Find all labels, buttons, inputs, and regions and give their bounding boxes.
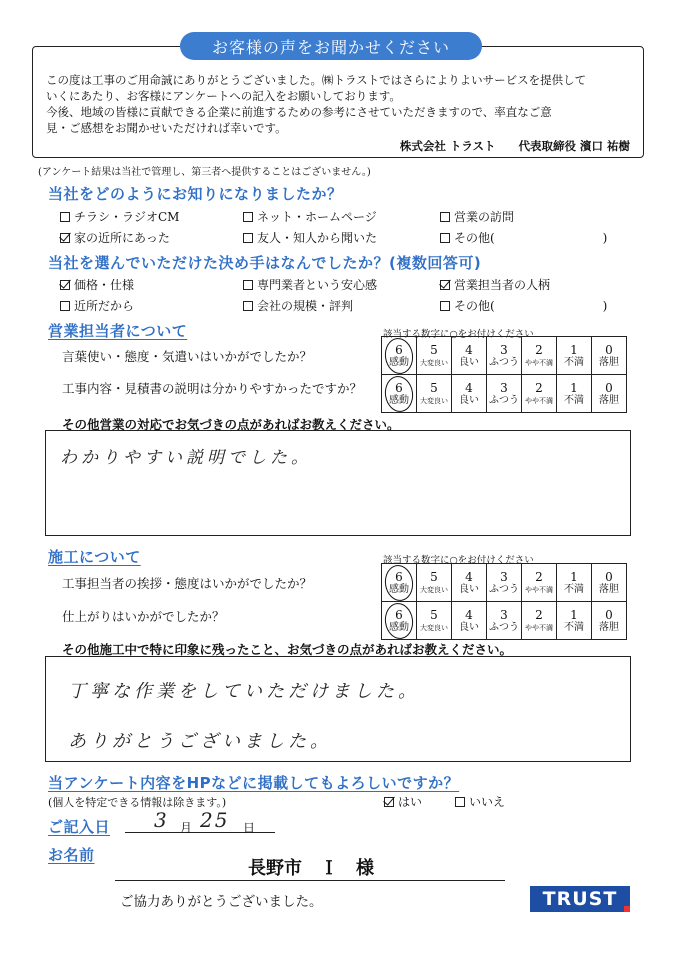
- rating-number: 0: [605, 380, 613, 395]
- q1-option[interactable]: ネット・ホームページ: [243, 208, 377, 225]
- rating-number: 3: [500, 380, 508, 395]
- rating-cell[interactable]: [417, 564, 452, 602]
- rating-label: 良い: [459, 394, 479, 406]
- rating-cell[interactable]: [452, 564, 487, 602]
- rating-cell[interactable]: [382, 375, 417, 413]
- rating-number: 3: [500, 569, 508, 584]
- rating-label: 落胆: [599, 356, 619, 368]
- survey-title: お客様の声をお聞かせください: [180, 32, 482, 60]
- sales-question: 工事内容・見積書の説明は分かりやすかったですか？: [62, 381, 363, 396]
- rating-cell[interactable]: [557, 564, 592, 602]
- rating-number: 5: [430, 380, 438, 395]
- construction-question: 仕上がりはいかがでしたか？: [62, 609, 225, 624]
- rating-label: 不満: [564, 356, 584, 368]
- rating-label: やや不満: [525, 396, 553, 405]
- sales-question: 言葉使い・態度・気遣いはいかがでしたか？: [62, 349, 313, 364]
- checkbox[interactable]: [384, 797, 394, 807]
- rating-cell[interactable]: [487, 602, 522, 640]
- checkbox[interactable]: [440, 212, 450, 222]
- rating-row: [382, 375, 627, 413]
- q1-option[interactable]: その他( ): [440, 229, 607, 246]
- rating-label: ふつう: [489, 356, 519, 368]
- rating-number: 4: [465, 607, 473, 622]
- rating-number: 4: [465, 380, 473, 395]
- rating-cell[interactable]: [557, 602, 592, 640]
- checkbox[interactable]: [243, 233, 253, 243]
- construction-comment-text: 丁寧な作業をしていただけました。: [68, 681, 420, 702]
- rating-number: 6: [395, 607, 403, 622]
- checkbox[interactable]: [440, 233, 450, 243]
- rating-row: [382, 337, 627, 375]
- rating-number: 2: [535, 569, 543, 584]
- rating-cell[interactable]: [592, 375, 627, 413]
- rating-cell[interactable]: [592, 564, 627, 602]
- rating-label: 落胆: [599, 394, 619, 406]
- rating-number: 5: [430, 607, 438, 622]
- rating-number: 6: [395, 569, 403, 584]
- q1-option[interactable]: 営業の訪問: [440, 208, 514, 225]
- rating-cell[interactable]: [522, 337, 557, 375]
- checkbox[interactable]: [60, 280, 70, 290]
- company-signature: 株式会社 トラスト 代表取締役 濱口 祐樹: [399, 139, 630, 153]
- rating-label: 大変良い: [420, 623, 448, 632]
- date-day-unit: 日: [243, 821, 256, 835]
- rating-cell[interactable]: [487, 564, 522, 602]
- rating-cell[interactable]: [417, 602, 452, 640]
- rating-number: 3: [500, 342, 508, 357]
- rating-cell[interactable]: [522, 375, 557, 413]
- rating-label: 大変良い: [420, 396, 448, 405]
- sales-heading: 営業担当者について: [48, 322, 188, 340]
- rating-number: 0: [605, 607, 613, 622]
- name-value: 長野市 Ｉ 様: [248, 858, 374, 879]
- rating-cell[interactable]: [382, 564, 417, 602]
- rating-cell[interactable]: [417, 375, 452, 413]
- checkbox[interactable]: [60, 212, 70, 222]
- rating-label: 落胆: [599, 583, 619, 595]
- publish-heading: 当アンケート内容をHPなどに掲載してもよろしいですか？: [48, 774, 460, 792]
- construction-comment-text: ありがとうございました。: [68, 731, 332, 752]
- checkbox[interactable]: [60, 233, 70, 243]
- rating-number: 0: [605, 569, 613, 584]
- rating-number: 2: [535, 607, 543, 622]
- intro-line: 今後、地域の皆様に貢献できる企業に前進するための参考にさせていただきますので、率直なご意: [46, 105, 552, 119]
- rating-number: 3: [500, 607, 508, 622]
- date-label: ご記入日: [48, 818, 111, 836]
- rating-cell[interactable]: [382, 602, 417, 640]
- rating-number: 2: [535, 380, 543, 395]
- q1-option[interactable]: チラシ・ラジオCM: [60, 208, 179, 225]
- rating-label: 大変良い: [420, 585, 448, 594]
- checkbox[interactable]: [60, 301, 70, 311]
- sales-comment-box[interactable]: [45, 430, 631, 536]
- rating-row: [382, 564, 627, 602]
- rating-cell[interactable]: [452, 375, 487, 413]
- rating-label: 不満: [564, 621, 584, 633]
- rating-cell[interactable]: [382, 337, 417, 375]
- date-month-value[interactable]: 3: [154, 808, 171, 832]
- rating-number: 2: [535, 342, 543, 357]
- rating-note: 該当する数字に○をお付けください: [383, 329, 534, 340]
- rating-number: 1: [570, 569, 578, 584]
- rating-cell[interactable]: [487, 375, 522, 413]
- checkbox[interactable]: [243, 280, 253, 290]
- rating-label: 良い: [459, 356, 479, 368]
- rating-number: 1: [570, 380, 578, 395]
- name-label: お名前: [48, 846, 95, 864]
- rating-label: やや不満: [525, 623, 553, 632]
- rating-label: ふつう: [489, 583, 519, 595]
- rating-cell[interactable]: [592, 337, 627, 375]
- intro-text: [46, 72, 636, 136]
- rating-label: 不満: [564, 394, 584, 406]
- privacy-note: (アンケート結果は当社で管理し、第三者へ提供することはございません。): [38, 167, 371, 178]
- rating-number: 6: [395, 342, 403, 357]
- publish-yes-option[interactable]: はい: [384, 793, 422, 810]
- rating-number: 5: [430, 342, 438, 357]
- checkbox[interactable]: [243, 212, 253, 222]
- q1-heading: 当社をどのようにお知りになりましたか？: [48, 185, 343, 203]
- rating-number: 5: [430, 569, 438, 584]
- rating-cell[interactable]: [417, 337, 452, 375]
- q2-heading: 当社を選んでいただけた決め手はなんでしたか？(複数回答可): [48, 254, 482, 272]
- checkbox[interactable]: [440, 301, 450, 311]
- rating-label: 落胆: [599, 621, 619, 633]
- construction-comment-box[interactable]: [45, 656, 631, 762]
- rating-label: 感動: [389, 621, 409, 633]
- checkbox[interactable]: [455, 797, 465, 807]
- rating-cell[interactable]: [452, 337, 487, 375]
- rating-number: 6: [395, 380, 403, 395]
- intro-line: 見・ご感想をお聞かせいただければ幸いです。: [46, 121, 287, 135]
- q2-option[interactable]: 専門業者という安心感: [243, 276, 377, 293]
- q2-option[interactable]: 会社の規模・評判: [243, 297, 353, 314]
- rating-note: 該当する数字に○をお付けください: [383, 555, 534, 566]
- rating-number: 4: [465, 569, 473, 584]
- q2-option[interactable]: 価格・仕様: [60, 276, 134, 293]
- rating-label: 不満: [564, 583, 584, 595]
- q2-option[interactable]: 近所だから: [60, 297, 134, 314]
- checkbox[interactable]: [243, 301, 253, 311]
- rating-cell[interactable]: [487, 337, 522, 375]
- rating-cell[interactable]: [592, 602, 627, 640]
- construction-heading: 施工について: [48, 548, 141, 566]
- construction-rating-table: [381, 563, 627, 640]
- rating-number: 0: [605, 342, 613, 357]
- rating-number: 1: [570, 607, 578, 622]
- rating-number: 4: [465, 342, 473, 357]
- thanks-message: ご協力ありがとうございました。: [120, 894, 323, 910]
- trust-logo: TRUST: [530, 886, 630, 912]
- rating-cell[interactable]: [522, 564, 557, 602]
- rating-cell[interactable]: [557, 375, 592, 413]
- rating-label: 良い: [459, 621, 479, 633]
- publish-note: (個人を特定できる情報は除きます。): [48, 796, 227, 809]
- sales-rating-table: [381, 336, 627, 413]
- rating-cell[interactable]: [522, 602, 557, 640]
- construction-question: 工事担当者の挨拶・態度はいかがでしたか？: [62, 576, 313, 591]
- sales-comment-prompt: その他営業の対応でお気づきの点があればお教えください。: [62, 417, 400, 432]
- date-day-value[interactable]: 25: [200, 808, 230, 832]
- rating-cell[interactable]: [452, 602, 487, 640]
- rating-label: 感動: [389, 583, 409, 595]
- rating-label: やや不満: [525, 585, 553, 594]
- publish-no-option[interactable]: いいえ: [455, 793, 505, 810]
- q1-option[interactable]: 家の近所にあった: [60, 229, 170, 246]
- q2-option[interactable]: 営業担当者の人柄: [440, 276, 550, 293]
- name-line: [115, 880, 505, 881]
- rating-number: 1: [570, 342, 578, 357]
- q1-option[interactable]: 友人・知人から聞いた: [243, 229, 377, 246]
- rating-label: 感動: [389, 356, 409, 368]
- rating-label: 大変良い: [420, 358, 448, 367]
- rating-row: [382, 602, 627, 640]
- construction-comment-prompt: その他施工中で特に印象に残ったこと、お気づきの点があればお教えください。: [62, 642, 513, 657]
- rating-label: ふつう: [489, 394, 519, 406]
- checkbox[interactable]: [440, 280, 450, 290]
- rating-label: 感動: [389, 394, 409, 406]
- intro-line: いくにあたり、お客様にアンケートへの記入をお願いしております。: [46, 89, 401, 103]
- intro-line: この度は工事のご用命誠にありがとうございました。㈱トラストではさらによりよいサービスを提供して: [46, 73, 587, 87]
- date-month-unit: 月: [180, 821, 193, 835]
- rating-cell[interactable]: [557, 337, 592, 375]
- logo-dot: [624, 906, 630, 912]
- rating-label: やや不満: [525, 358, 553, 367]
- rating-label: 良い: [459, 583, 479, 595]
- q2-option[interactable]: その他( ): [440, 297, 607, 314]
- sales-comment-text: わかりやすい説明でした。: [60, 448, 312, 468]
- rating-label: ふつう: [489, 621, 519, 633]
